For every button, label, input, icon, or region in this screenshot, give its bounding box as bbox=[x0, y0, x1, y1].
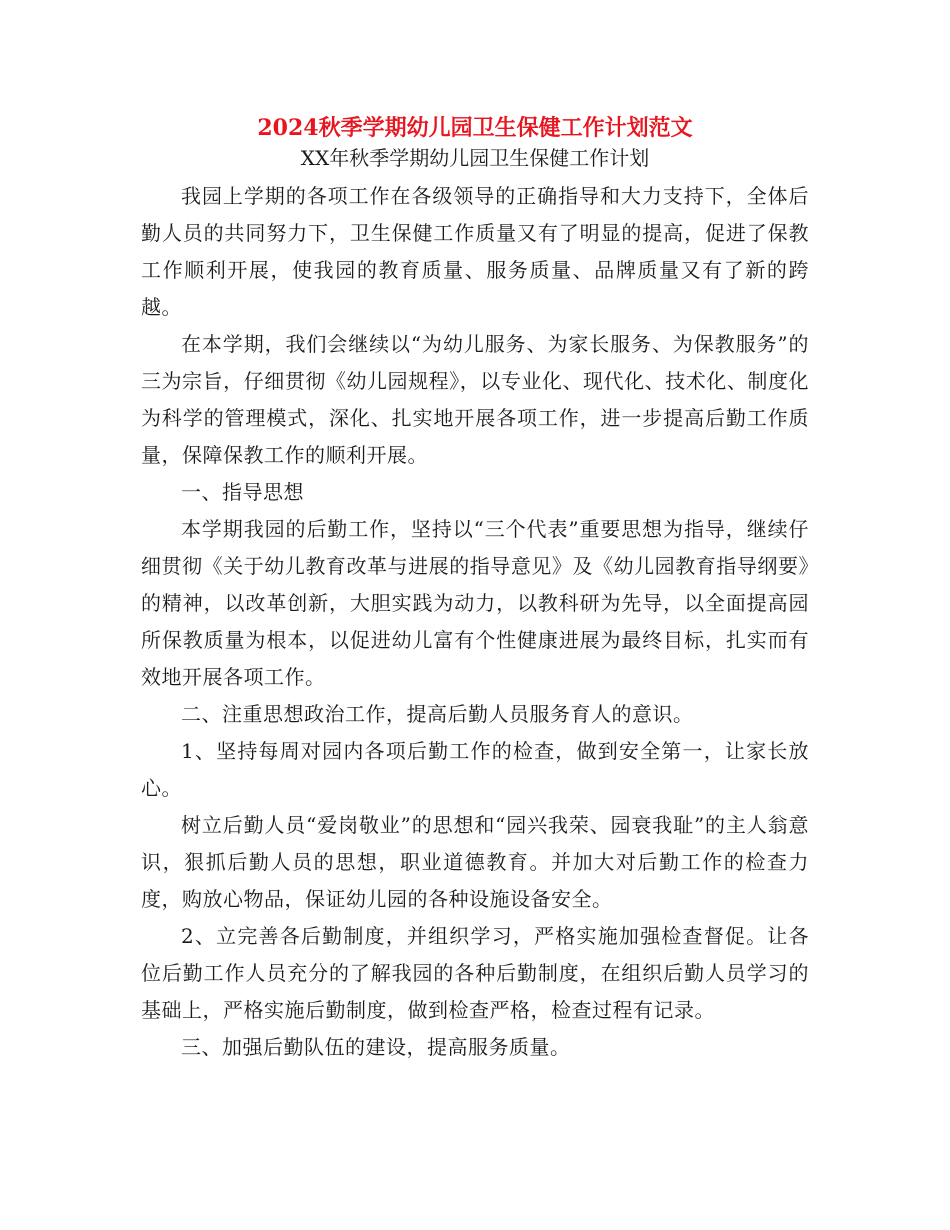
document-page bbox=[141, 112, 809, 1066]
paragraph-purpose: 在本学期，我们会继续以“为幼儿服务、为家长服务、为保教服务”的三为宗旨，仔细贯彻《幼儿园规程》，以专业化、现代化、技术化、制度化为科学的管理模式，深化、扎实地开展各项工作，进一步提高后勤工作质量，保障保教工作的顺利开展。 bbox=[141, 332, 809, 467]
paragraph-dedication: 树立后勤人员“爱岗敬业”的思想和“园兴我荣、园衰我耻”的主人翁意识，狠抓后勤人员的思想，职业道德教育。并加大对后勤工作的检查力度，购放心物品，保证幼儿园的各种设施设备安全。 bbox=[141, 813, 809, 911]
section-heading-team-building: 三、加强后勤队伍的建设，提高服务质量。 bbox=[181, 1035, 571, 1059]
section-heading-political-work: 二、注重思想政治工作，提高后勤人员服务育人的意识。 bbox=[181, 702, 694, 726]
document-subtitle: XX年秋季学期幼儿园卫生保健工作计划 bbox=[300, 146, 650, 170]
paragraph-guiding-ideology: 本学期我园的后勤工作，坚持以“三个代表”重要思想为指导，继续仔细贯彻《关于幼儿教育改革与进展的指导意见》及《幼儿园教育指导纲要》的精神，以改革创新，大胆实践为动力，以教科研为先导，以全面提高园所保教质量为根本，以促进幼儿富有个性健康进展为最终目标，扎实而有效地开展各项工作。 bbox=[141, 517, 809, 689]
list-item-weekly-inspection: 1、坚持每周对园内各项后勤工作的检查，做到安全第一，让家长放心。 bbox=[141, 739, 809, 800]
paragraph-intro: 我园上学期的各项工作在各级领导的正确指导和大力支持下，全体后勤人员的共同努力下，卫生保健工作质量又有了明显的提高，促进了保教工作顺利开展，使我园的教育质量、服务质量、品牌质量又有了新的跨越。 bbox=[141, 184, 809, 319]
document-title: 2024秋季学期幼儿园卫生保健工作计划范文 bbox=[257, 115, 693, 141]
list-item-rules: 2、立完善各后勤制度，并组织学习，严格实施加强检查督促。让各位后勤工作人员充分的了解我园的各种后勤制度，在组织后勤人员学习的基础上，严格实施后勤制度，做到检查严格，检查过程有记录。 bbox=[141, 924, 809, 1022]
section-heading-guiding-ideology: 一、指导思想 bbox=[181, 480, 304, 504]
